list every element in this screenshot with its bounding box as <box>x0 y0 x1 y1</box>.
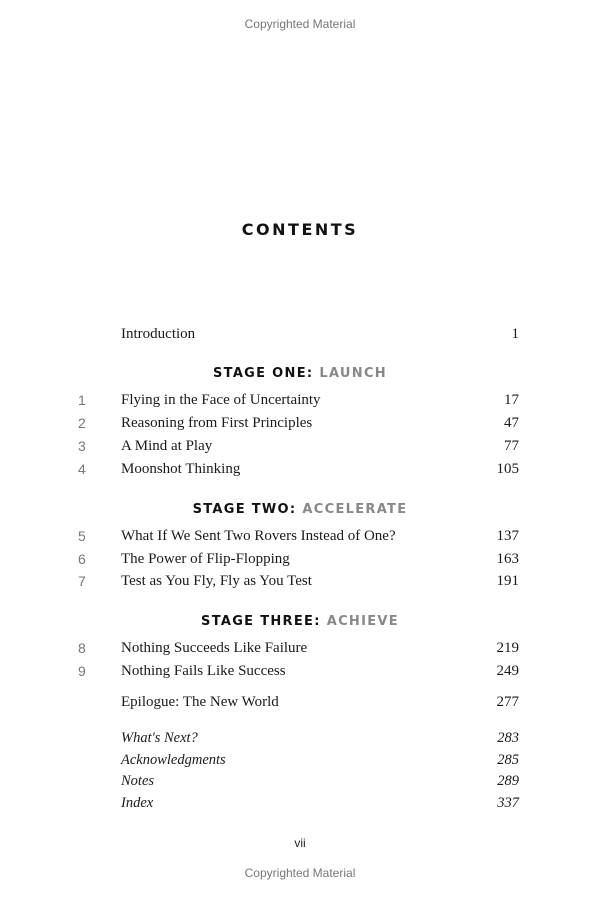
toc-entry[interactable] <box>0 526 600 546</box>
entry-page: 105 <box>496 461 519 477</box>
entry-page: 17 <box>504 392 519 408</box>
toc-entry[interactable] <box>0 413 600 433</box>
toc-entry[interactable] <box>0 750 600 770</box>
entry-title: Index <box>121 795 154 811</box>
stage-heading <box>0 613 600 631</box>
page-title: CONTENTS <box>241 220 359 239</box>
entry-title: A Mind at Play <box>121 438 213 454</box>
entry-title: Notes <box>121 773 155 789</box>
toc-entry[interactable] <box>0 692 600 712</box>
entry-title: Moonshot Thinking <box>121 461 241 477</box>
toc-entry[interactable] <box>0 436 600 456</box>
entry-title: Flying in the Face of Uncertainty <box>121 392 321 408</box>
toc-entry[interactable] <box>0 459 600 479</box>
chapter-number: 3 <box>78 438 86 454</box>
chapter-number: 2 <box>78 415 86 431</box>
entry-page: 47 <box>504 415 519 431</box>
chapter-number: 9 <box>78 663 86 679</box>
entry-title: Test as You Fly, Fly as You Test <box>121 573 312 589</box>
toc-entry[interactable] <box>0 324 600 344</box>
toc-entry[interactable] <box>0 728 600 748</box>
stage-name: ACHIEVE <box>326 614 399 629</box>
copyright-watermark-bottom: Copyrighted Material <box>244 866 356 880</box>
toc-entry[interactable] <box>0 390 600 410</box>
entry-title: Nothing Fails Like Success <box>121 663 286 679</box>
toc-entry[interactable] <box>0 793 600 813</box>
entry-page: 163 <box>496 551 519 567</box>
entry-page: 337 <box>497 795 519 811</box>
copyright-watermark-top: Copyrighted Material <box>244 17 356 31</box>
entry-page: 1 <box>511 326 519 342</box>
entry-page: 137 <box>496 528 519 544</box>
entry-title: Reasoning from First Principles <box>121 415 313 431</box>
entry-title: Epilogue: The New World <box>121 694 279 710</box>
stage-prefix: STAGE TWO: <box>192 502 297 517</box>
chapter-number: 8 <box>78 640 86 656</box>
entry-page: 277 <box>496 694 519 710</box>
toc-entry[interactable] <box>0 661 600 681</box>
toc-entry[interactable] <box>0 638 600 658</box>
entry-page: 283 <box>497 730 519 746</box>
stage-prefix: STAGE ONE: <box>213 366 314 381</box>
entry-page: 289 <box>497 773 519 789</box>
entry-title: Acknowledgments <box>121 752 226 768</box>
entry-page: 77 <box>504 438 519 454</box>
entry-page: 285 <box>497 752 519 768</box>
entry-title: What If We Sent Two Rovers Instead of One? <box>121 528 396 544</box>
entry-page: 249 <box>496 663 519 679</box>
chapter-number: 1 <box>78 392 86 408</box>
stage-heading <box>0 501 600 519</box>
stage-name: ACCELERATE <box>302 502 408 517</box>
entry-title: Introduction <box>121 326 196 342</box>
entry-page: 191 <box>496 573 519 589</box>
chapter-number: 7 <box>78 573 86 589</box>
entry-title: What's Next? <box>121 730 198 746</box>
stage-heading <box>0 365 600 383</box>
chapter-number: 6 <box>78 551 86 567</box>
toc-entry[interactable] <box>0 771 600 791</box>
stage-prefix: STAGE THREE: <box>201 614 321 629</box>
entry-title: The Power of Flip-Flopping <box>121 551 290 567</box>
toc-entry[interactable] <box>0 571 600 591</box>
toc-entry[interactable] <box>0 549 600 569</box>
entry-title: Nothing Succeeds Like Failure <box>121 640 308 656</box>
stage-name: LAUNCH <box>319 366 387 381</box>
chapter-number: 4 <box>78 461 86 477</box>
entry-page: 219 <box>496 640 519 656</box>
chapter-number: 5 <box>78 528 86 544</box>
page-number: vii <box>294 836 306 850</box>
